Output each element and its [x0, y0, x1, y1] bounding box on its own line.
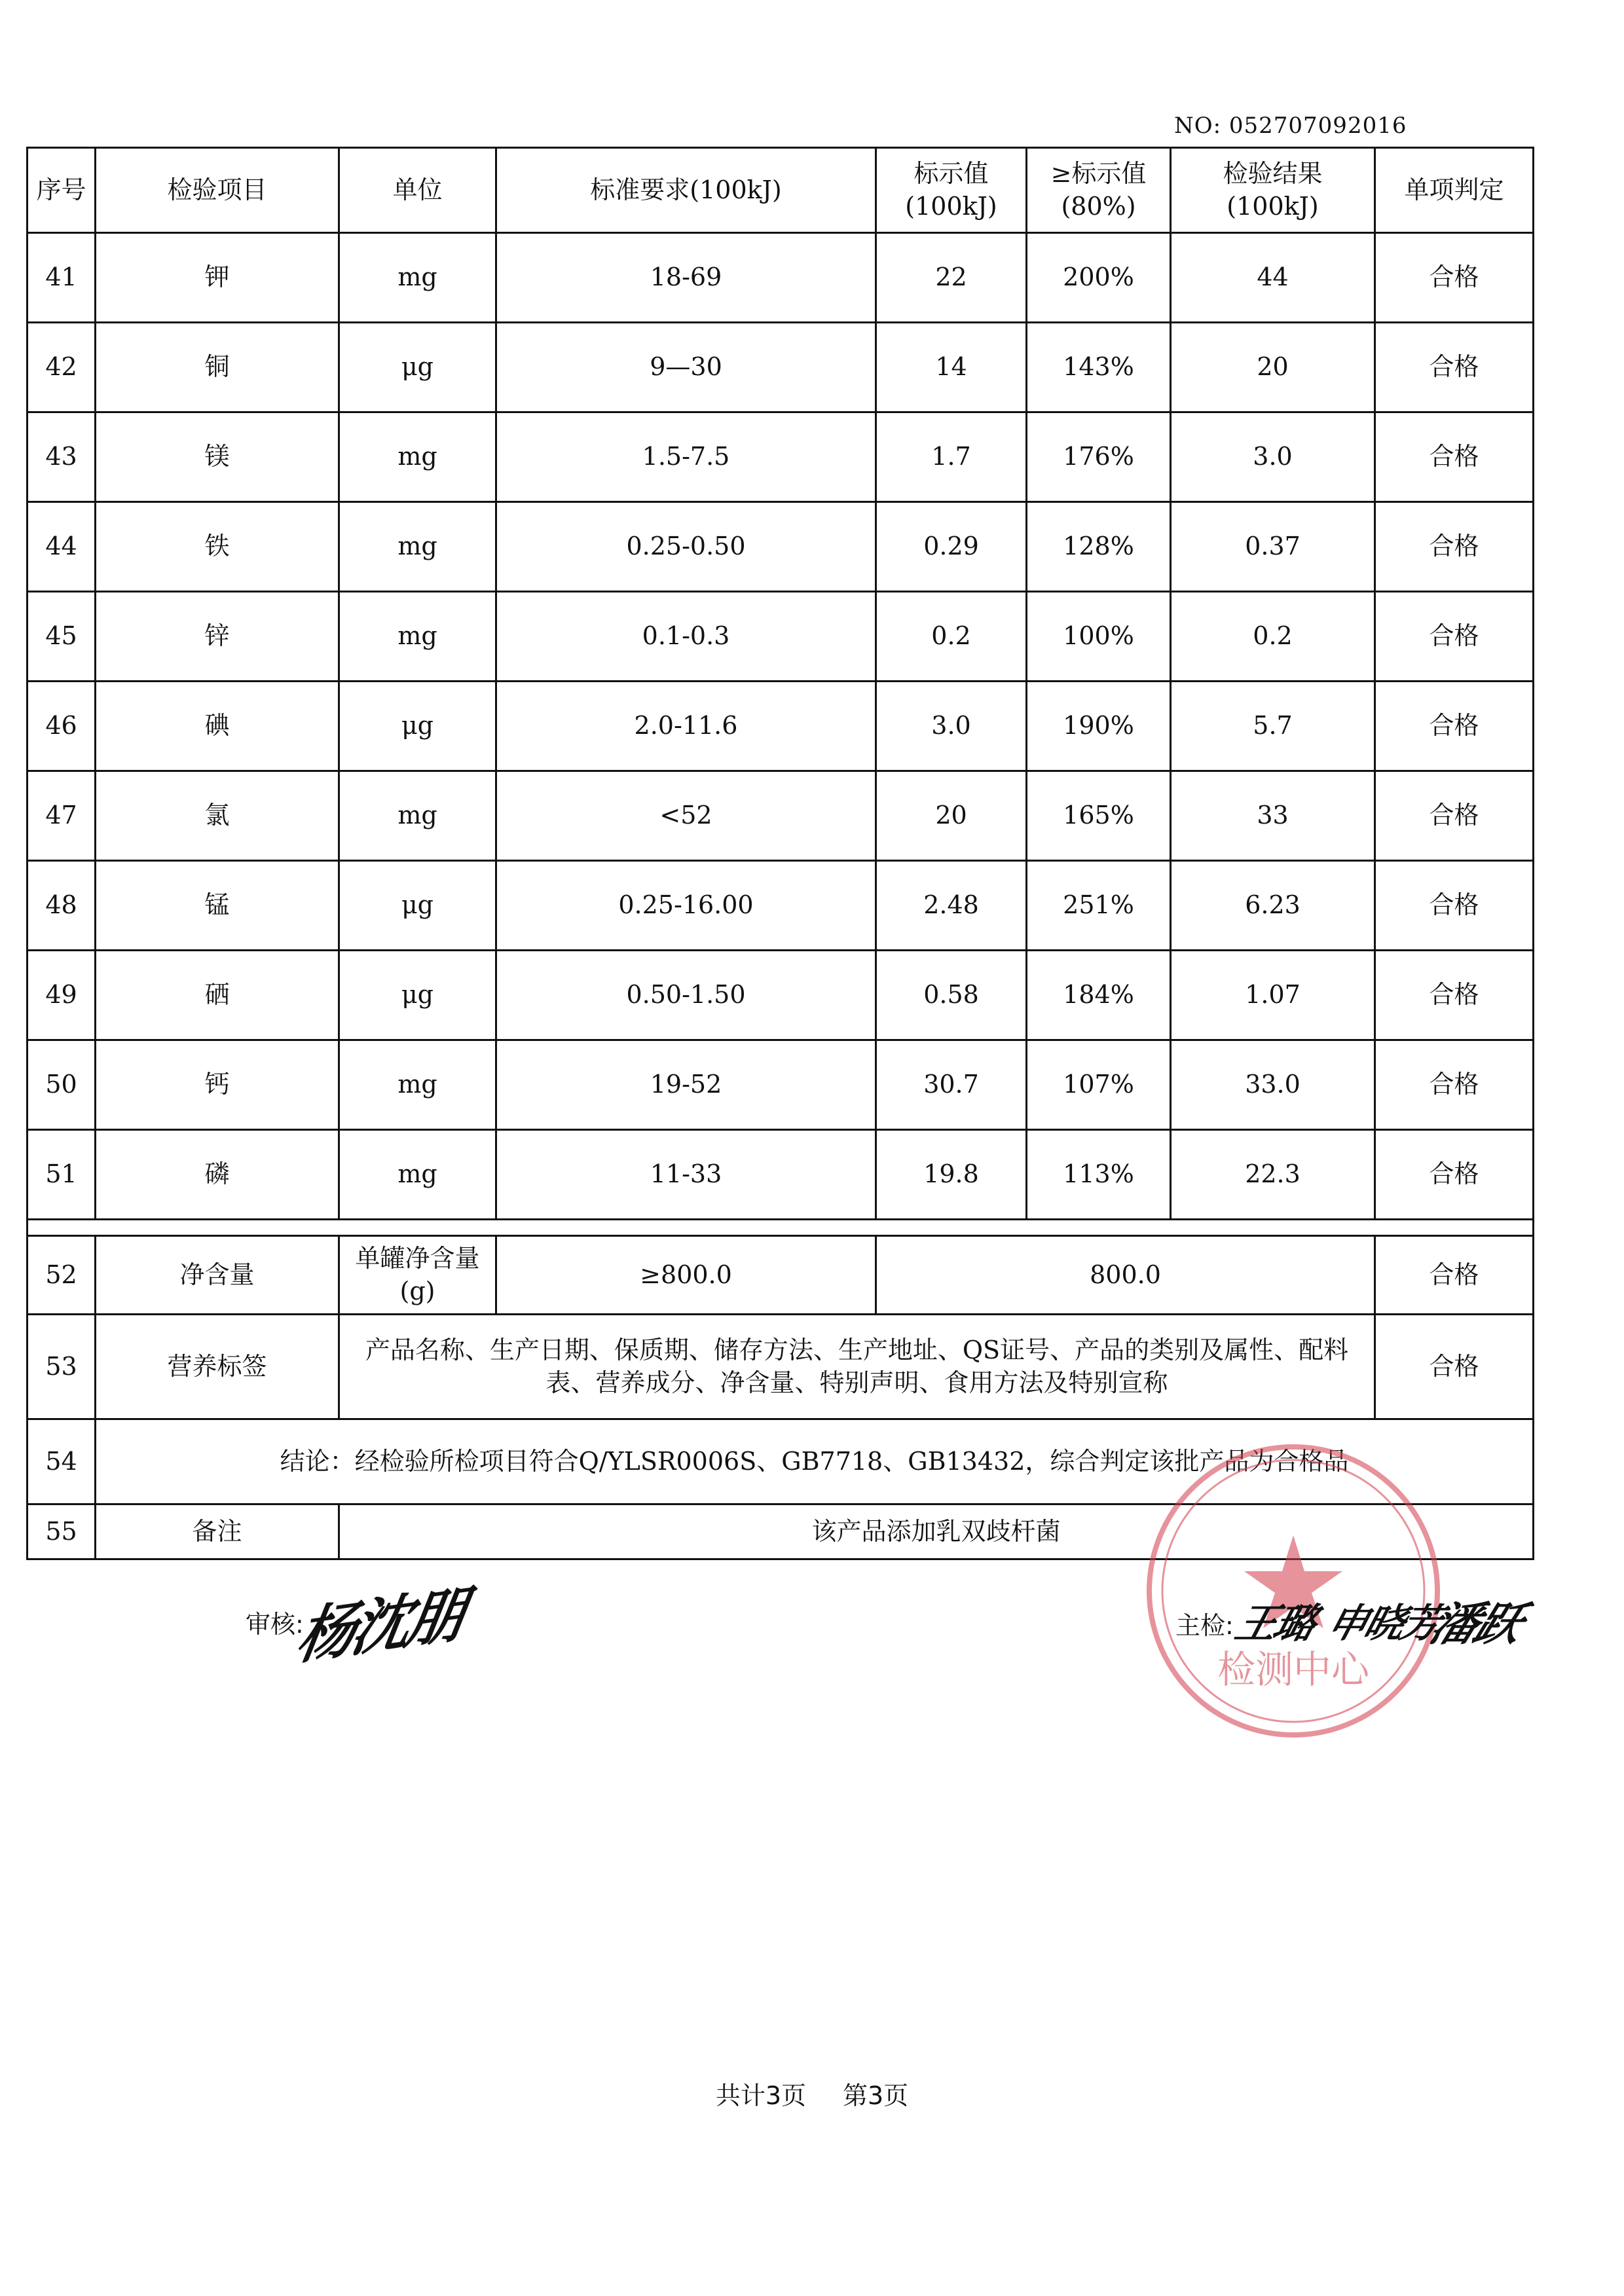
header-result: 检验结果 (100kJ): [1171, 148, 1375, 233]
row55-remark: 该产品添加乳双歧杆菌: [339, 1504, 1534, 1559]
cell-item: 钾: [96, 233, 339, 323]
cell-result: 44: [1171, 233, 1375, 323]
row53-content: 产品名称、生产日期、保质期、储存方法、生产地址、QS证号、产品的类别及属性、配料表、营养成分、净含量、特别声明、食用方法及特别宣称: [339, 1315, 1375, 1419]
cell-result: 0.2: [1171, 592, 1375, 682]
cell-label-value: 0.58: [876, 951, 1027, 1040]
cell-unit: mg: [339, 771, 496, 861]
cell-ge-label: 190%: [1027, 682, 1171, 771]
cell-standard: 0.1-0.3: [496, 592, 876, 682]
inspector-signature-2: 申晓芳: [1322, 1601, 1445, 1647]
cell-label-value: 1.7: [876, 412, 1027, 502]
cell-seq: 48: [28, 861, 96, 951]
inspection-table: [26, 147, 1534, 1560]
cell-seq: 46: [28, 682, 96, 771]
cell-standard: 0.25-16.00: [496, 861, 876, 951]
inspector-signature-1: 王璐: [1230, 1599, 1320, 1647]
cell-label-value: 20: [876, 771, 1027, 861]
table-row: [28, 502, 1534, 592]
table-row: [28, 1040, 1534, 1130]
cell-seq: 42: [28, 323, 96, 412]
table-row: [28, 771, 1534, 861]
row52-seq: 52: [28, 1236, 96, 1315]
header-label-value: 标示值 (100kJ): [876, 148, 1027, 233]
cell-standard: 0.25-0.50: [496, 502, 876, 592]
cell-label-value: 3.0: [876, 682, 1027, 771]
cell-result: 33.0: [1171, 1040, 1375, 1130]
cell-ge-label: 100%: [1027, 592, 1171, 682]
row55-seq: 55: [28, 1504, 96, 1559]
cell-unit: mg: [339, 1040, 496, 1130]
cell-result: 3.0: [1171, 412, 1375, 502]
table-row: [28, 682, 1534, 771]
cell-label-value: 30.7: [876, 1040, 1027, 1130]
cell-label-value: 0.29: [876, 502, 1027, 592]
table-row: [28, 951, 1534, 1040]
cell-unit: mg: [339, 592, 496, 682]
cell-standard: 0.50-1.50: [496, 951, 876, 1040]
cell-judgement: 合格: [1375, 233, 1534, 323]
header-seq: 序号: [28, 148, 96, 233]
cell-ge-label: 165%: [1027, 771, 1171, 861]
cell-ge-label: 128%: [1027, 502, 1171, 592]
cell-seq: 51: [28, 1130, 96, 1220]
header-standard: 标准要求(100kJ): [496, 148, 876, 233]
row54-conclusion: 结论：经检验所检项目符合Q/YLSR0006S、GB7718、GB13432，综合判定该批产品为合格品: [96, 1419, 1534, 1504]
cell-judgement: 合格: [1375, 861, 1534, 951]
table-row: [28, 323, 1534, 412]
table-header-row: [28, 148, 1534, 233]
cell-unit: μg: [339, 323, 496, 412]
cell-standard: 19-52: [496, 1040, 876, 1130]
row52-result: 800.0: [876, 1236, 1375, 1315]
cell-unit: mg: [339, 1130, 496, 1220]
cell-judgement: 合格: [1375, 1130, 1534, 1220]
cell-judgement: 合格: [1375, 412, 1534, 502]
cell-ge-label: 143%: [1027, 323, 1171, 412]
table-row: [28, 592, 1534, 682]
cell-standard: 2.0-11.6: [496, 682, 876, 771]
cell-unit: mg: [339, 233, 496, 323]
cell-result: 5.7: [1171, 682, 1375, 771]
cell-seq: 41: [28, 233, 96, 323]
cell-standard: 18-69: [496, 233, 876, 323]
row54-seq: 54: [28, 1419, 96, 1504]
cell-judgement: 合格: [1375, 323, 1534, 412]
cell-item: 氯: [96, 771, 339, 861]
review-label: 审核:: [246, 1610, 304, 1639]
row52-item: 净含量: [96, 1236, 339, 1315]
cell-unit: mg: [339, 412, 496, 502]
cell-seq: 45: [28, 592, 96, 682]
cell-judgement: 合格: [1375, 502, 1534, 592]
cell-judgement: 合格: [1375, 771, 1534, 861]
cell-item: 锰: [96, 861, 339, 951]
cell-seq: 44: [28, 502, 96, 592]
cell-ge-label: 107%: [1027, 1040, 1171, 1130]
footer-total-pages: 共计3页: [715, 2081, 806, 2110]
cell-seq: 43: [28, 412, 96, 502]
cell-result: 0.37: [1171, 502, 1375, 592]
cell-standard: <52: [496, 771, 876, 861]
cell-unit: μg: [339, 682, 496, 771]
cell-result: 1.07: [1171, 951, 1375, 1040]
table-row: [28, 861, 1534, 951]
cell-seq: 47: [28, 771, 96, 861]
seal-text: 检测中心: [1217, 1647, 1370, 1692]
inspector-signature-3: 潘跃: [1423, 1597, 1530, 1651]
row52-judgement: 合格: [1375, 1236, 1534, 1315]
row55-item: 备注: [96, 1504, 339, 1559]
cell-label-value: 19.8: [876, 1130, 1027, 1220]
table-row-52: [28, 1236, 1534, 1315]
cell-result: 22.3: [1171, 1130, 1375, 1220]
cell-judgement: 合格: [1375, 951, 1534, 1040]
cell-item: 铜: [96, 323, 339, 412]
table-row: [28, 233, 1534, 323]
header-unit: 单位: [339, 148, 496, 233]
page-footer: [0, 2075, 1624, 2111]
cell-label-value: 0.2: [876, 592, 1027, 682]
cell-item: 磷: [96, 1130, 339, 1220]
cell-judgement: 合格: [1375, 682, 1534, 771]
cell-item: 锌: [96, 592, 339, 682]
cell-unit: μg: [339, 951, 496, 1040]
cell-ge-label: 113%: [1027, 1130, 1171, 1220]
cell-unit: mg: [339, 502, 496, 592]
table-row: [28, 1130, 1534, 1220]
row53-seq: 53: [28, 1315, 96, 1419]
table-row: [28, 412, 1534, 502]
header-item: 检验项目: [96, 148, 339, 233]
row53-item: 营养标签: [96, 1315, 339, 1419]
cell-standard: 11-33: [496, 1130, 876, 1220]
table-separator: [28, 1220, 1534, 1236]
cell-unit: μg: [339, 861, 496, 951]
cell-label-value: 2.48: [876, 861, 1027, 951]
cell-judgement: 合格: [1375, 1040, 1534, 1130]
review-signature: 杨沈朋: [291, 1578, 468, 1673]
cell-judgement: 合格: [1375, 592, 1534, 682]
header-ge-label: ≥标示值 (80%): [1027, 148, 1171, 233]
table-row-53: [28, 1315, 1534, 1419]
cell-standard: 1.5-7.5: [496, 412, 876, 502]
cell-result: 33: [1171, 771, 1375, 861]
inspector-label: 主检:: [1175, 1611, 1234, 1640]
cell-item: 碘: [96, 682, 339, 771]
report-number: NO: 052707092016: [1174, 113, 1407, 139]
cell-item: 铁: [96, 502, 339, 592]
cell-item: 镁: [96, 412, 339, 502]
cell-label-value: 22: [876, 233, 1027, 323]
cell-result: 6.23: [1171, 861, 1375, 951]
cell-item: 硒: [96, 951, 339, 1040]
cell-seq: 49: [28, 951, 96, 1040]
cell-ge-label: 184%: [1027, 951, 1171, 1040]
cell-ge-label: 251%: [1027, 861, 1171, 951]
cell-item: 钙: [96, 1040, 339, 1130]
cell-result: 20: [1171, 323, 1375, 412]
footer-current-page: 第3页: [843, 2081, 909, 2110]
row52-standard: ≥800.0: [496, 1236, 876, 1315]
row53-judgement: 合格: [1375, 1315, 1534, 1419]
header-judgement: 单项判定: [1375, 148, 1534, 233]
cell-label-value: 14: [876, 323, 1027, 412]
cell-seq: 50: [28, 1040, 96, 1130]
cell-ge-label: 176%: [1027, 412, 1171, 502]
separator-cell: [28, 1220, 1534, 1236]
cell-ge-label: 200%: [1027, 233, 1171, 323]
row52-unit: 单罐净含量 (g): [339, 1236, 496, 1315]
cell-standard: 9—30: [496, 323, 876, 412]
